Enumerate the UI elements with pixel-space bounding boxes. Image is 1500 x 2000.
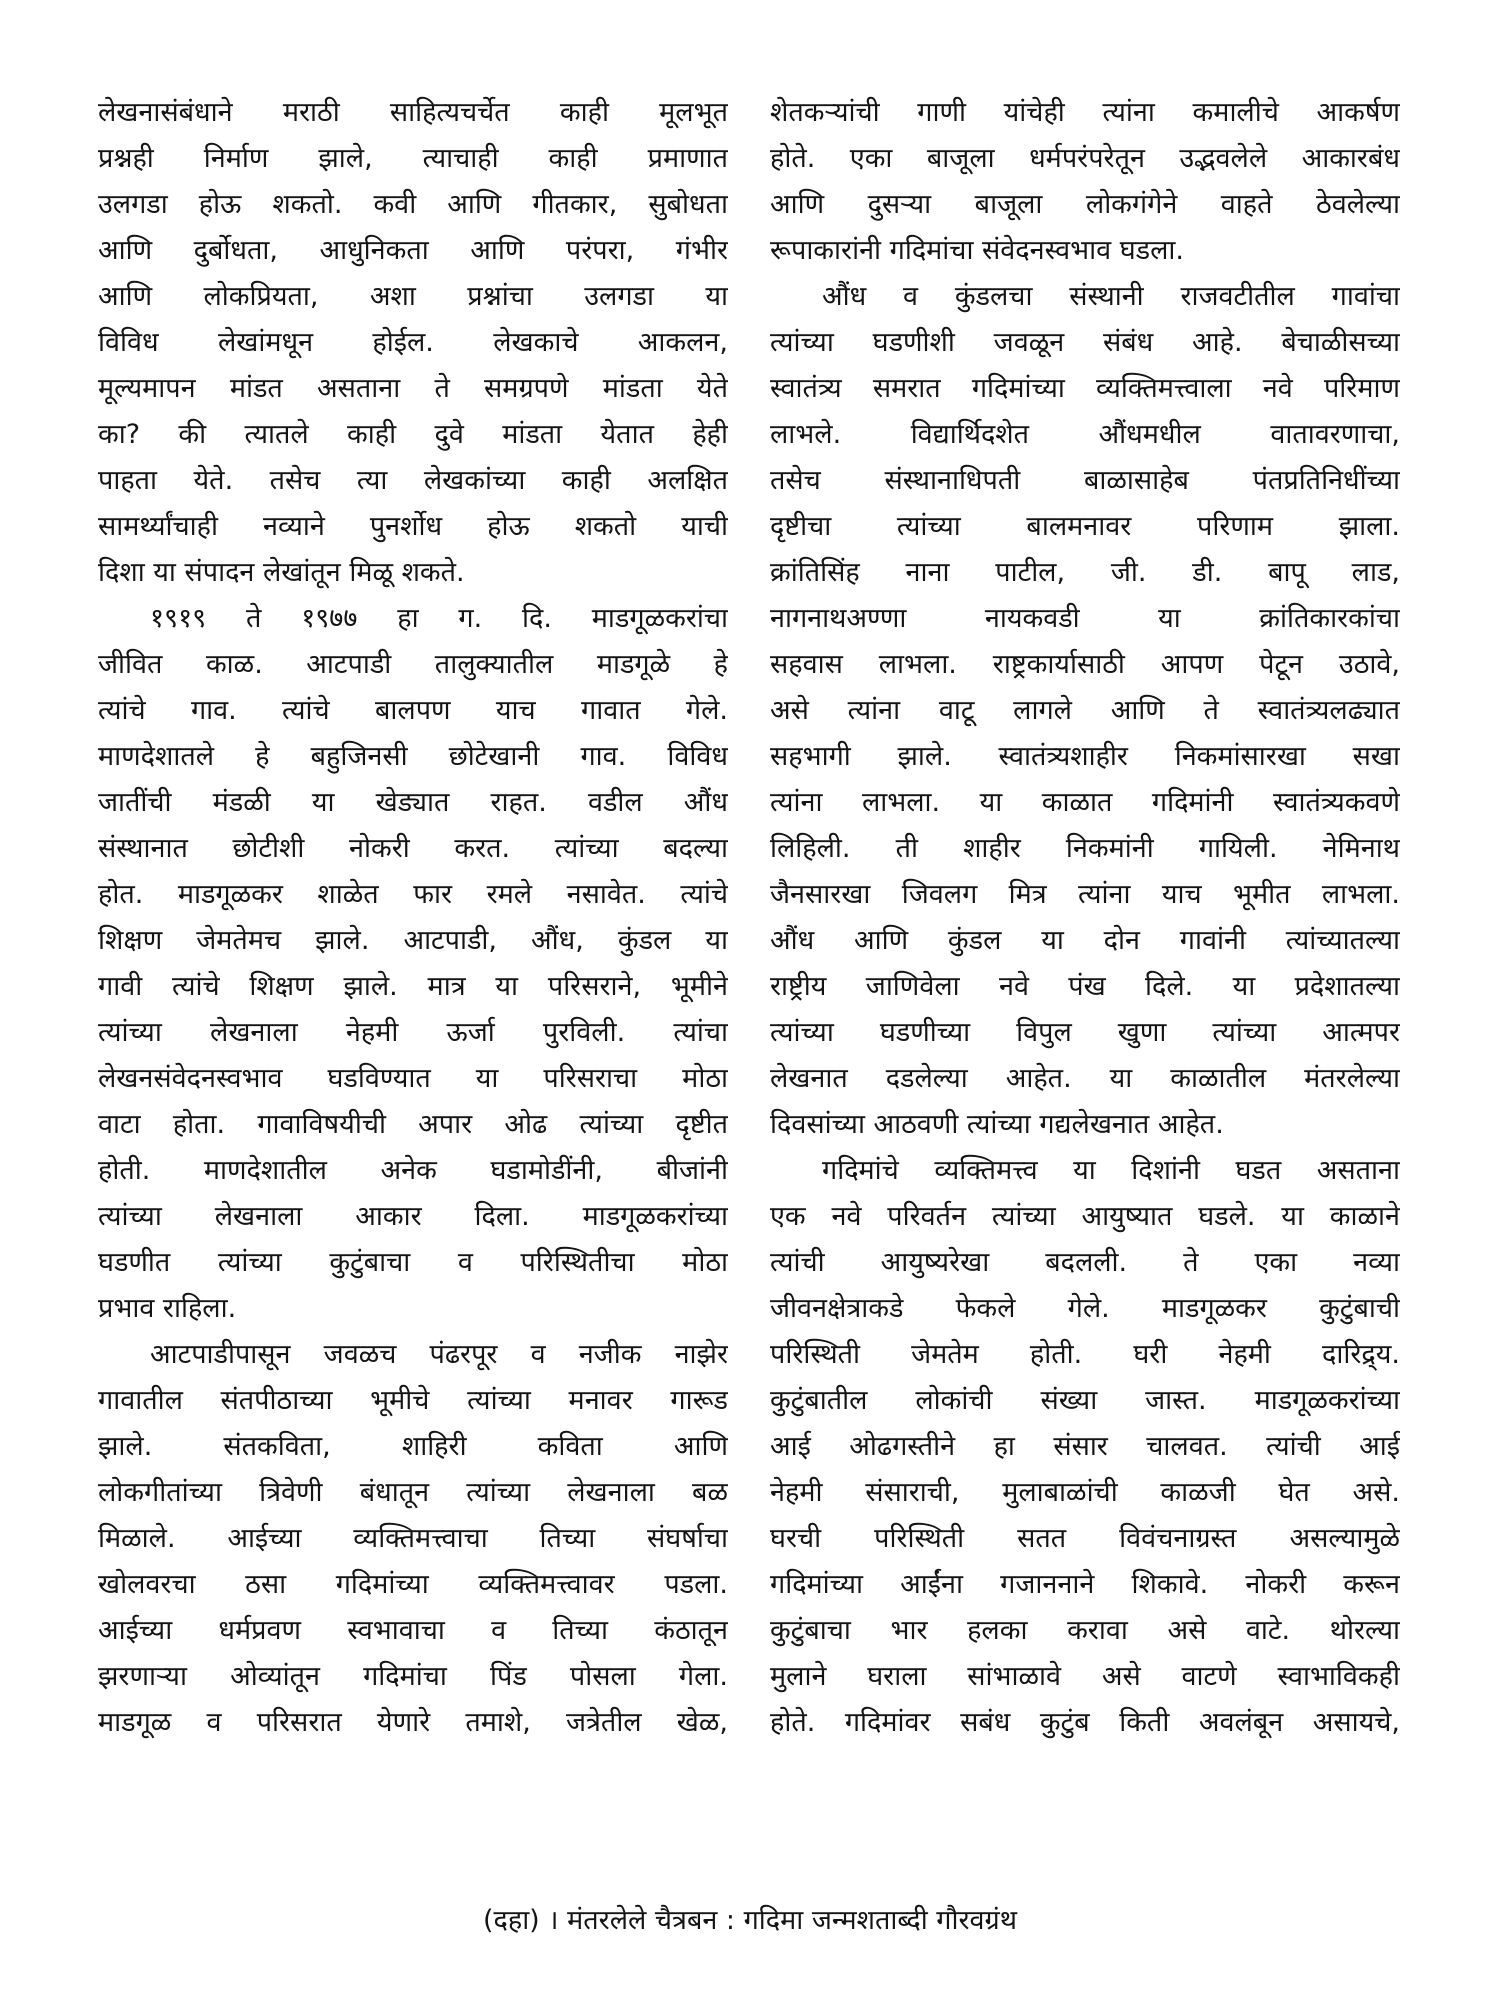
text-line: दृष्टीचा त्यांच्या बालमनावर परिणाम झाला. <box>770 511 1400 542</box>
text-line: गदिमांच्या आईंना गजाननाने शिकावे. नोकरी करून <box>770 1569 1400 1600</box>
text-line: प्रभाव राहिला. <box>98 1293 237 1324</box>
text-line: औंध आणि कुंडल या दोन गावांनी त्यांच्यातल्या <box>770 925 1400 956</box>
text-line: गावी त्यांचे शिक्षण झाले. मात्र या परिसराने, भूमीने <box>98 971 728 1002</box>
text-line: परिस्थिती जेमतेम होती. घरी नेहमी दारिद्र्य. <box>770 1339 1400 1370</box>
text-line: लेखनात दडलेल्या आहेत. या काळातील मंतरलेल्या <box>770 1063 1400 1094</box>
text-line: मूल्यमापन मांडत असताना ते समग्रपणे मांडता येते <box>98 373 728 404</box>
text-line: त्यांच्या घडणीशी जवळून संबंध आहे. बेचाळीसच्या <box>770 327 1400 358</box>
text-line: वाटा होता. गावाविषयीची अपार ओढ त्यांच्या दृष्टीत <box>98 1109 728 1140</box>
text-line: कुटुंबाचा भार हलका करावा असे वाटे. थोरल्या <box>770 1615 1400 1646</box>
text-line: आईच्या धर्मप्रवण स्वभावाचा व तिच्या कंठातून <box>98 1615 728 1646</box>
text-line: सहवास लाभला. राष्ट्रकार्यासाठी आपण पेटून उठावे, <box>770 649 1400 680</box>
text-line: नेहमी संसाराची, मुलाबाळांची काळजी घेत असे. <box>770 1477 1400 1508</box>
text-line: मिळाले. आईच्या व्यक्तिमत्त्वाचा तिच्या संघर्षाचा <box>98 1523 728 1554</box>
text-line: त्यांच्या लेखनाला नेहमी ऊर्जा पुरविली. त्यांचा <box>98 1017 728 1048</box>
text-line: नागनाथअण्णा नायकवडी या क्रांतिकारकांचा <box>770 603 1400 634</box>
text-line: आणि दुसऱ्या बाजूला लोकगंगेने वाहते ठेवलेल्या <box>770 189 1400 220</box>
text-line: मुलाने घराला सांभाळावे असे वाटणे स्वाभाविकही <box>770 1661 1400 1692</box>
text-line: संस्थानात छोटीशी नोकरी करत. त्यांच्या बदल्या <box>98 833 728 864</box>
text-line: त्यांना लाभला. या काळात गदिमांनी स्वातंत्र्यकवणे <box>770 787 1400 818</box>
text-line: पाहता येते. तसेच त्या लेखकांच्या काही अलक्षित <box>98 465 728 496</box>
right-text-column <box>770 90 1400 1746</box>
text-line: त्यांच्या घडणीच्या विपुल खुणा त्यांच्या आत्मपर <box>770 1017 1400 1048</box>
text-line: स्वातंत्र्य समरात गदिमांच्या व्यक्तिमत्त्वाला नवे परिमाण <box>770 373 1400 404</box>
text-line: लेखनसंवेदनस्वभाव घडविण्यात या परिसराचा मोठा <box>98 1063 728 1094</box>
left-text-column <box>98 90 728 1746</box>
text-line: उलगडा होऊ शकतो. कवी आणि गीतकार, सुबोधता <box>98 189 728 220</box>
text-line: खोलवरचा ठसा गदिमांच्या व्यक्तिमत्त्वावर पडला. <box>98 1569 728 1600</box>
text-line: गावातील संतपीठाच्या भूमीचे त्यांच्या मनावर गारूड <box>98 1385 728 1416</box>
text-line: लिहिली. ती शाहीर निकमांनी गायिली. नेमिनाथ <box>770 833 1400 864</box>
text-line: आटपाडीपासून जवळच पंढरपूर व नजीक नाझेर <box>150 1339 728 1370</box>
text-line: होत. माडगूळकर शाळेत फार रमले नसावेत. त्यांचे <box>98 879 728 910</box>
text-line: तसेच संस्थानाधिपती बाळासाहेब पंतप्रतिनिधींच्या <box>770 465 1400 496</box>
text-line: घडणीत त्यांच्या कुटुंबाचा व परिस्थितीचा मोठा <box>98 1247 728 1278</box>
text-line: जैनसारखा जिवलग मित्र त्यांना याच भूमीत लाभला. <box>770 879 1400 910</box>
text-line: घरची परिस्थिती सतत विवंचनाग्रस्त असल्यामुळे <box>770 1523 1400 1554</box>
text-line: क्रांतिसिंह नाना पाटील, जी. डी. बापू लाड, <box>770 557 1400 588</box>
text-line: सामर्थ्यांचाही नव्याने पुनर्शोध होऊ शकतो याची <box>98 511 728 542</box>
text-line: असे त्यांना वाटू लागले आणि ते स्वातंत्र्यलढ्यात <box>770 695 1400 726</box>
text-line: १९१९ ते १९७७ हा ग. दि. माडगूळकरांचा <box>150 603 728 634</box>
text-line: सहभागी झाले. स्वातंत्र्यशाहीर निकमांसारखा सखा <box>770 741 1400 772</box>
text-line: का? की त्यातले काही दुवे मांडता येतात हेही <box>98 419 728 450</box>
text-line: त्यांचे गाव. त्यांचे बालपण याच गावात गेले. <box>98 695 728 726</box>
text-line: झाले. संतकविता, शाहिरी कविता आणि <box>98 1431 728 1462</box>
text-line: त्यांच्या लेखनाला आकार दिला. माडगूळकरांच्या <box>98 1201 728 1232</box>
text-line: लोकगीतांच्या त्रिवेणी बंधातून त्यांच्या लेखनाला बळ <box>98 1477 728 1508</box>
text-line: रूपाकारांनी गदिमांचा संवेदनस्वभाव घडला. <box>770 235 1184 266</box>
text-line: आणि दुर्बोधता, आधुनिकता आणि परंपरा, गंभीर <box>98 235 728 266</box>
text-line: राष्ट्रीय जाणिवेला नवे पंख दिले. या प्रदेशातल्या <box>770 971 1400 1002</box>
text-line: शेतकऱ्यांची गाणी यांचेही त्यांना कमालीचे आकर्षण <box>770 97 1400 128</box>
text-line: लाभले. विद्यार्थिदशेत औंधमधील वातावरणाचा, <box>770 419 1400 450</box>
text-line: होते. गदिमांवर सबंध कुटुंब किती अवलंबून असायचे, <box>770 1707 1400 1738</box>
text-line: आई ओढगस्तीने हा संसार चालवत. त्यांची आई <box>770 1431 1400 1462</box>
page-footer: (दहा) । मंतरलेले चैत्रबन : गदिमा जन्मशताब्दी गौरवग्रंथ <box>482 1905 1017 1936</box>
text-line: विविध लेखांमधून होईल. लेखकाचे आकलन, <box>98 327 728 358</box>
text-line: जीवित काळ. आटपाडी तालुक्यातील माडगूळे हे <box>98 649 728 680</box>
text-line: गदिमांचे व्यक्तिमत्त्व या दिशांनी घडत असताना <box>822 1155 1400 1186</box>
text-line: होते. एका बाजूला धर्मपरंपरेतून उद्भवलेले आकारबंध <box>770 143 1400 174</box>
text-line: त्यांची आयुष्यरेखा बदलली. ते एका नव्या <box>770 1247 1400 1278</box>
text-line: होती. माणदेशातील अनेक घडामोडींनी, बीजांनी <box>98 1155 728 1186</box>
text-line: जीवनक्षेत्राकडे फेकले गेले. माडगूळकर कुटुंबाची <box>770 1293 1400 1324</box>
text-line: दिवसांच्या आठवणी त्यांच्या गद्यलेखनात आहेत. <box>770 1109 1224 1140</box>
text-line: दिशा या संपादन लेखांतून मिळू शकते. <box>98 557 465 588</box>
text-line: एक नवे परिवर्तन त्यांच्या आयुष्यात घडले. या काळाने <box>770 1201 1400 1232</box>
text-line: माणदेशातले हे बहुजिनसी छोटेखानी गाव. विविध <box>98 741 728 772</box>
text-line: कुटुंबातील लोकांची संख्या जास्त. माडगूळकरांच्या <box>770 1385 1400 1416</box>
text-line: आणि लोकप्रियता, अशा प्रश्नांचा उलगडा या <box>98 281 728 312</box>
text-line: झरणाऱ्या ओव्यांतून गदिमांचा पिंड पोसला गेला. <box>98 1661 728 1692</box>
text-line: जातींची मंडळी या खेड्यात राहत. वडील औंध <box>98 787 728 818</box>
text-line: प्रश्नही निर्माण झाले, त्याचाही काही प्रमाणात <box>98 143 728 174</box>
text-line: माडगूळ व परिसरात येणारे तमाशे, जत्रेतील खेळ, <box>98 1707 728 1738</box>
text-line: औंध व कुंडलचा संस्थानी राजवटीतील गावांचा <box>822 281 1400 312</box>
text-line: लेखनासंबंधाने मराठी साहित्यचर्चेत काही मूलभूत <box>98 97 728 128</box>
text-line: शिक्षण जेमतेमच झाले. आटपाडी, औंध, कुंडल या <box>98 925 728 956</box>
